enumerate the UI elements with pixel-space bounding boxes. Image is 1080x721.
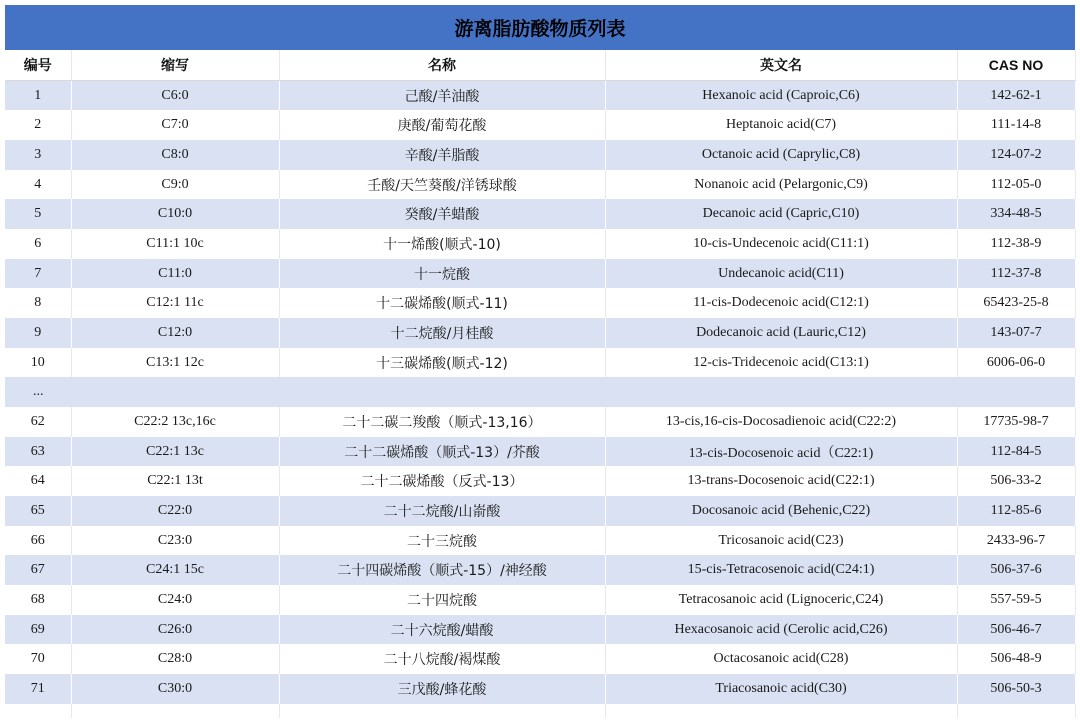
cell-chinese-name: 二十八烷酸/褐煤酸 xyxy=(279,644,605,674)
cell-cas-no: 6006-06-0 xyxy=(957,348,1075,378)
cell-cas-no: 506-46-7 xyxy=(957,615,1075,645)
cell-english-name: Octanoic acid (Caprylic,C8) xyxy=(605,140,957,170)
cell-abbreviation: C7:0 xyxy=(71,110,279,140)
header-cas-no: CAS NO xyxy=(957,50,1075,80)
cell-number: 69 xyxy=(5,615,71,645)
cell-cas-no: 124-07-2 xyxy=(957,140,1075,170)
cell-english-name: Docosanoic acid (Behenic,C22) xyxy=(605,496,957,526)
cell-number: 67 xyxy=(5,555,71,585)
table-row xyxy=(5,526,1075,556)
cell-english-name: Tetracosanoic acid (Lignoceric,C24) xyxy=(605,585,957,615)
cell-cas-no: 506-50-3 xyxy=(957,674,1075,704)
cell-chinese-name: 二十二碳二羧酸（顺式-13,16） xyxy=(279,407,605,437)
table-row xyxy=(5,555,1075,585)
cell-number: 70 xyxy=(5,644,71,674)
table-row xyxy=(5,674,1075,704)
cell-chinese-name: 二十四烷酸 xyxy=(279,585,605,615)
cell-abbreviation: C11:0 xyxy=(71,259,279,289)
empty-cell xyxy=(5,704,71,718)
cell-number: 65 xyxy=(5,496,71,526)
table-row xyxy=(5,585,1075,615)
table-row xyxy=(5,644,1075,674)
cell-number: 5 xyxy=(5,199,71,229)
cell-abbreviation: C22:2 13c,16c xyxy=(71,407,279,437)
cell-number: 9 xyxy=(5,318,71,348)
cell-abbreviation: C10:0 xyxy=(71,199,279,229)
cell-chinese-name: 二十六烷酸/蜡酸 xyxy=(279,615,605,645)
cell-number: 4 xyxy=(5,170,71,200)
cell-chinese-name: 十二烷酸/月桂酸 xyxy=(279,318,605,348)
cell-english-name: Hexacosanoic acid (Cerolic acid,C26) xyxy=(605,615,957,645)
table-row xyxy=(5,259,1075,289)
cell-english-name: 11-cis-Dodecenoic acid(C12:1) xyxy=(605,288,957,318)
cell-abbreviation: C12:1 11c xyxy=(71,288,279,318)
cell-abbreviation: C22:0 xyxy=(71,496,279,526)
header-chinese-name: 名称 xyxy=(279,50,605,80)
cell-cas-no: 112-85-6 xyxy=(957,496,1075,526)
cell-abbreviation: C22:1 13c xyxy=(71,437,279,467)
cell-chinese-name: 辛酸/羊脂酸 xyxy=(279,140,605,170)
cell-abbreviation: C26:0 xyxy=(71,615,279,645)
cell-english-name: 10-cis-Undecenoic acid(C11:1) xyxy=(605,229,957,259)
cell-english-name: 15-cis-Tetracosenoic acid(C24:1) xyxy=(605,555,957,585)
cell-number: 68 xyxy=(5,585,71,615)
empty-row xyxy=(5,704,1075,718)
ellipsis-cell: ... xyxy=(5,377,1075,407)
cell-cas-no: 112-84-5 xyxy=(957,437,1075,467)
table-row xyxy=(5,407,1075,437)
cell-chinese-name: 二十三烷酸 xyxy=(279,526,605,556)
cell-cas-no: 112-38-9 xyxy=(957,229,1075,259)
table-row xyxy=(5,318,1075,348)
table-row xyxy=(5,110,1075,140)
cell-english-name: Nonanoic acid (Pelargonic,C9) xyxy=(605,170,957,200)
cell-number: 64 xyxy=(5,466,71,496)
cell-chinese-name: 壬酸/天竺葵酸/洋锈球酸 xyxy=(279,170,605,200)
header-number: 编号 xyxy=(5,50,71,80)
cell-english-name: Decanoic acid (Capric,C10) xyxy=(605,199,957,229)
cell-english-name: Heptanoic acid(C7) xyxy=(605,110,957,140)
header-abbreviation: 缩写 xyxy=(71,50,279,80)
cell-abbreviation: C9:0 xyxy=(71,170,279,200)
empty-cell xyxy=(71,704,279,718)
cell-chinese-name: 二十二烷酸/山嵛酸 xyxy=(279,496,605,526)
table-row xyxy=(5,199,1075,229)
cell-abbreviation: C6:0 xyxy=(71,80,279,110)
cell-english-name: 13-cis,16-cis-Docosadienoic acid(C22:2) xyxy=(605,407,957,437)
cell-cas-no: 142-62-1 xyxy=(957,80,1075,110)
ellipsis-row xyxy=(5,377,1075,407)
cell-chinese-name: 二十二碳烯酸（反式-13） xyxy=(279,466,605,496)
cell-abbreviation: C24:1 15c xyxy=(71,555,279,585)
cell-english-name: Triacosanoic acid(C30) xyxy=(605,674,957,704)
empty-cell xyxy=(605,704,957,718)
cell-cas-no: 65423-25-8 xyxy=(957,288,1075,318)
cell-abbreviation: C8:0 xyxy=(71,140,279,170)
cell-english-name: 12-cis-Tridecenoic acid(C13:1) xyxy=(605,348,957,378)
table-row xyxy=(5,348,1075,378)
cell-abbreviation: C30:0 xyxy=(71,674,279,704)
fatty-acid-table xyxy=(5,50,1076,718)
cell-number: 7 xyxy=(5,259,71,289)
cell-cas-no: 112-37-8 xyxy=(957,259,1075,289)
cell-chinese-name: 十一烷酸 xyxy=(279,259,605,289)
page-title: 游离脂肪酸物质列表 xyxy=(5,5,1075,50)
cell-abbreviation: C23:0 xyxy=(71,526,279,556)
cell-english-name: 13-trans-Docosenoic acid(C22:1) xyxy=(605,466,957,496)
cell-english-name: Hexanoic acid (Caproic,C6) xyxy=(605,80,957,110)
cell-number: 66 xyxy=(5,526,71,556)
cell-abbreviation: C13:1 12c xyxy=(71,348,279,378)
cell-abbreviation: C28:0 xyxy=(71,644,279,674)
cell-number: 10 xyxy=(5,348,71,378)
cell-number: 62 xyxy=(5,407,71,437)
cell-number: 71 xyxy=(5,674,71,704)
cell-abbreviation: C12:0 xyxy=(71,318,279,348)
cell-english-name: Dodecanoic acid (Lauric,C12) xyxy=(605,318,957,348)
table-row xyxy=(5,615,1075,645)
cell-cas-no: 2433-96-7 xyxy=(957,526,1075,556)
cell-number: 6 xyxy=(5,229,71,259)
table-row xyxy=(5,496,1075,526)
cell-number: 63 xyxy=(5,437,71,467)
cell-chinese-name: 三戊酸/蜂花酸 xyxy=(279,674,605,704)
cell-abbreviation: C22:1 13t xyxy=(71,466,279,496)
cell-english-name: 13-cis-Docosenoic acid（C22:1) xyxy=(605,437,957,467)
table-row xyxy=(5,140,1075,170)
table-header-row xyxy=(5,50,1075,80)
table-row xyxy=(5,170,1075,200)
cell-number: 3 xyxy=(5,140,71,170)
cell-cas-no: 506-37-6 xyxy=(957,555,1075,585)
cell-cas-no: 506-33-2 xyxy=(957,466,1075,496)
cell-english-name: Tricosanoic acid(C23) xyxy=(605,526,957,556)
cell-cas-no: 557-59-5 xyxy=(957,585,1075,615)
table-row xyxy=(5,437,1075,467)
cell-cas-no: 111-14-8 xyxy=(957,110,1075,140)
cell-cas-no: 112-05-0 xyxy=(957,170,1075,200)
cell-abbreviation: C11:1 10c xyxy=(71,229,279,259)
cell-abbreviation: C24:0 xyxy=(71,585,279,615)
cell-cas-no: 334-48-5 xyxy=(957,199,1075,229)
cell-english-name: Undecanoic acid(C11) xyxy=(605,259,957,289)
table-row xyxy=(5,80,1075,110)
cell-number: 8 xyxy=(5,288,71,318)
cell-chinese-name: 二十二碳烯酸（顺式-13）/芥酸 xyxy=(279,437,605,467)
cell-number: 2 xyxy=(5,110,71,140)
cell-english-name: Octacosanoic acid(C28) xyxy=(605,644,957,674)
cell-chinese-name: 十一烯酸(顺式-10) xyxy=(279,229,605,259)
cell-cas-no: 17735-98-7 xyxy=(957,407,1075,437)
cell-cas-no: 143-07-7 xyxy=(957,318,1075,348)
header-english-name: 英文名 xyxy=(605,50,957,80)
cell-number: 1 xyxy=(5,80,71,110)
table-row xyxy=(5,229,1075,259)
empty-cell xyxy=(279,704,605,718)
cell-chinese-name: 己酸/羊油酸 xyxy=(279,80,605,110)
table-row xyxy=(5,288,1075,318)
cell-cas-no: 506-48-9 xyxy=(957,644,1075,674)
cell-chinese-name: 癸酸/羊蜡酸 xyxy=(279,199,605,229)
cell-chinese-name: 十二碳烯酸(顺式-11) xyxy=(279,288,605,318)
cell-chinese-name: 十三碳烯酸(顺式-12) xyxy=(279,348,605,378)
cell-chinese-name: 二十四碳烯酸（顺式-15）/神经酸 xyxy=(279,555,605,585)
empty-cell xyxy=(957,704,1075,718)
cell-chinese-name: 庚酸/葡萄花酸 xyxy=(279,110,605,140)
table-row xyxy=(5,466,1075,496)
